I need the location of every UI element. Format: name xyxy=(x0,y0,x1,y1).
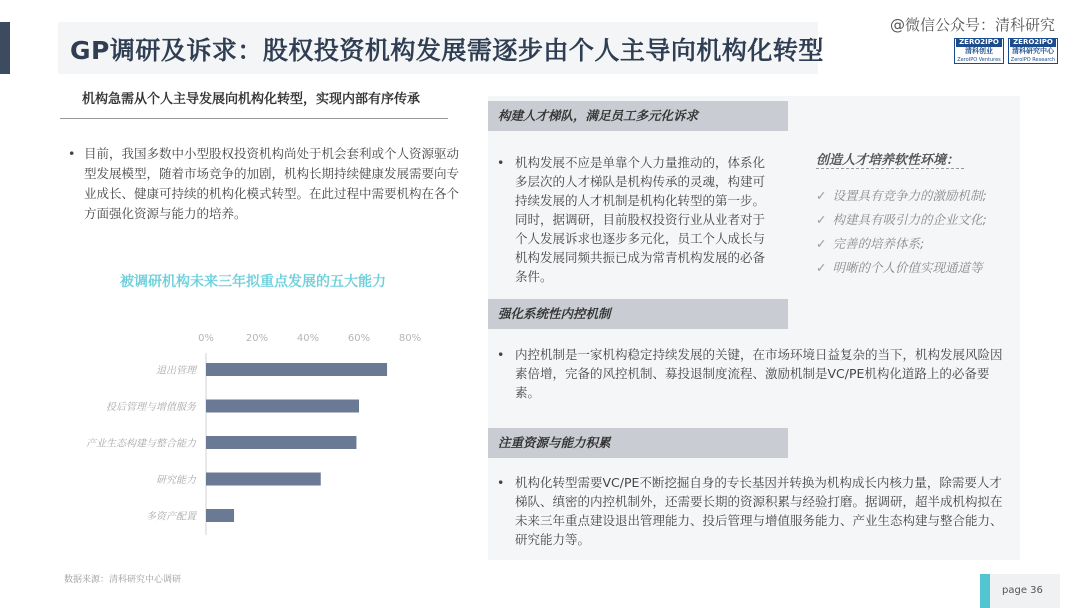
left-subtitle: 机构急需从个人主导发展向机构化转型，实现内部有序传承 xyxy=(82,92,421,107)
section-resources-text: 机构化转型需要VC/PE不断挖掘自身的专长基因并转换为机构成长内核力量，除需要人才梯队、缜密的内控机制外，还需要长期的资源积累与经验打磨。据调研，超半成机构拟在未来三年重点建设退出管理能力、投后管理与增值服务能力、产业生态构建与整合能力、研究能力等。 xyxy=(515,475,1003,547)
left-bullet-paragraph xyxy=(68,144,468,224)
bullet-icon: • xyxy=(497,155,505,170)
bullet-icon: • xyxy=(497,347,505,362)
section-talent-text: 机构发展不应是单靠个人力量推动的，体系化多层次的人才梯队是机构传承的灵魂，构建可持续发展的人才机制是机构化转型的第一步。同时，据调研，目前股权投资行业从业者对于个人发展诉求也逐步多元化，员工个人成长与机构发展同频共振已成为常青机构发展的必备条件。 xyxy=(515,155,766,284)
bar xyxy=(206,509,234,522)
logo-zero2ipo-research: ZERO2IPO 清科研究中心 ZeroIPO Research xyxy=(1008,38,1058,64)
category-label: 研究能力 xyxy=(156,475,196,486)
x-tick-label: 40% xyxy=(296,333,320,344)
bullet-icon: • xyxy=(497,475,505,490)
culture-item: ✓ 完善的培养体系; xyxy=(816,236,925,251)
x-tick-label: 60% xyxy=(347,333,371,344)
x-tick-label: 20% xyxy=(245,333,269,344)
page-accent-bar xyxy=(980,574,990,608)
category-label: 产业生态构建与整合能力 xyxy=(86,438,196,450)
culture-item: ✓ 设置具有竞争力的激励机制; xyxy=(816,188,987,203)
subtitle-divider xyxy=(60,118,448,119)
check-icon: ✓ xyxy=(816,236,827,251)
section-internal-control xyxy=(497,345,1012,402)
data-source-note: 数据来源：清科研究中心调研 xyxy=(64,575,182,585)
x-tick-label: 80% xyxy=(398,333,422,344)
section-internal-control-text: 内控机制是一家机构稳定持续发展的关键，在市场环境日益复杂的当下，机构发展风险因素倍增，完备的风控机制、募投退制度流程、激励机制是VC/PE机构化道路上的必备要素。 xyxy=(515,347,1003,400)
page-number: page 36 xyxy=(1002,585,1043,596)
bullet-icon: • xyxy=(68,146,76,161)
check-icon: ✓ xyxy=(816,260,827,275)
check-icon: ✓ xyxy=(816,212,827,227)
check-icon: ✓ xyxy=(816,188,827,203)
culture-divider xyxy=(816,168,964,169)
category-label: 多资产配置 xyxy=(146,511,196,523)
culture-item: ✓ 构建具有吸引力的企业文化; xyxy=(816,212,987,227)
section-talent xyxy=(497,153,775,286)
section-header-internal-control: 强化系统性内控机制 xyxy=(488,299,788,329)
bar xyxy=(206,363,387,376)
bar xyxy=(206,400,359,413)
logo-group xyxy=(954,38,1058,64)
culture-item: ✓ 明晰的个人价值实现通道等 xyxy=(816,260,983,275)
culture-title: 创造人才培养软性环境： xyxy=(816,153,960,168)
category-label: 投后管理与增值服务 xyxy=(106,402,196,413)
x-tick-label: 0% xyxy=(198,333,214,344)
title-accent-bar xyxy=(0,22,10,74)
section-header-talent: 构建人才梯队，满足员工多元化诉求 xyxy=(488,101,788,131)
bar-chart xyxy=(60,325,430,535)
section-header-resources: 注重资源与能力积累 xyxy=(488,428,788,458)
left-bullet-text: 目前，我国多数中小型股权投资机构尚处于机会套利或个人资源驱动型发展模型，随着市场竞争的加剧，机构长期持续健康发展需要向专业成长、健康可持续的机构化模式转型。在此过程中需要机构在各个方面强化资源与能力的培养。 xyxy=(84,146,460,221)
culture-list xyxy=(816,184,987,280)
logo-zero2ipo-ventures: ZERO2IPO 清科创业 ZeroIPO Ventures xyxy=(954,38,1004,64)
chart-title: 被调研机构未来三年拟重点发展的五大能力 xyxy=(120,274,386,290)
category-label: 退出管理 xyxy=(156,365,196,377)
section-resources xyxy=(497,473,1012,549)
bar xyxy=(206,473,321,486)
page-title: GP调研及诉求：股权投资机构发展需逐步由个人主导向机构化转型 xyxy=(70,36,824,65)
watermark-text: @微信公众号：清科研究 xyxy=(890,16,1056,34)
bar xyxy=(206,436,356,449)
